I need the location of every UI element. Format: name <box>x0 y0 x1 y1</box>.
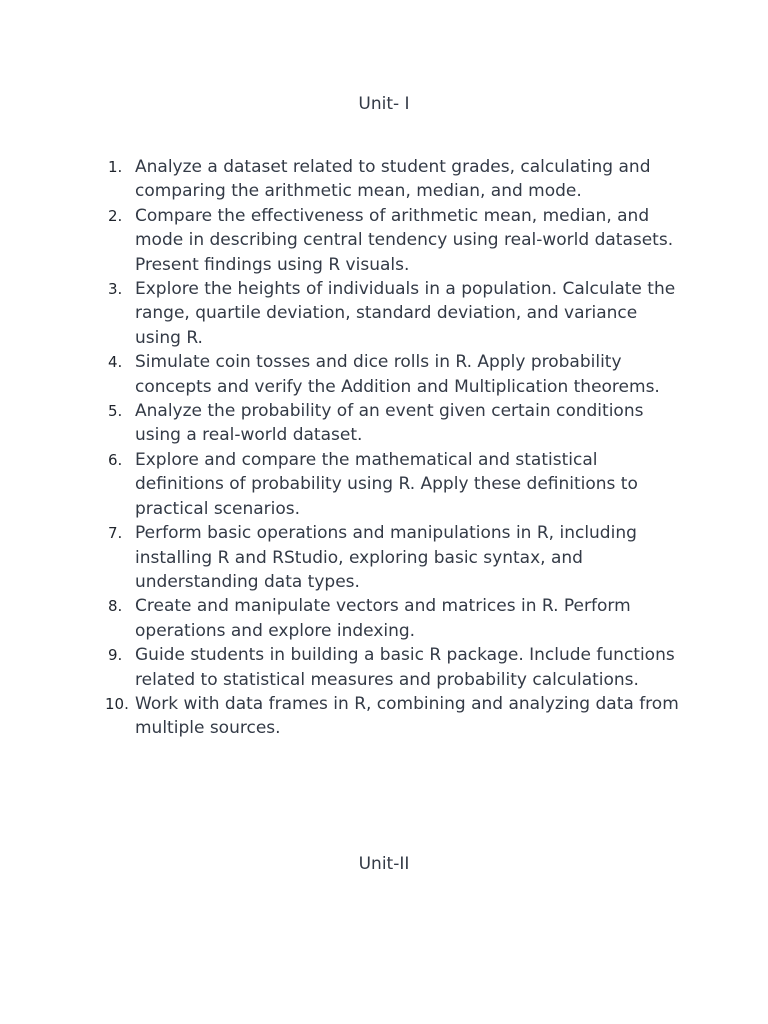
unit-2-heading: Unit-II <box>358 854 410 874</box>
list-item <box>108 594 688 643</box>
item-number: 7. <box>108 524 123 543</box>
item-text: Explore the heights of individuals in a population. Calculate the range, quartile deviation, standard deviation, and variance using R. <box>135 279 676 348</box>
list-item <box>105 692 688 741</box>
item-number: 9. <box>108 646 123 665</box>
item-text: Create and manipulate vectors and matrices in R. Perform operations and explore indexing. <box>135 596 631 641</box>
item-number: 1. <box>108 158 123 176</box>
item-number: 2. <box>108 206 123 225</box>
list-item <box>108 350 688 399</box>
list-item <box>108 155 688 204</box>
item-text: Simulate coin tosses and dice rolls in R. Apply probability concepts and verify the Addition and Multiplication theorems. <box>135 352 660 397</box>
list-item <box>108 204 688 277</box>
item-number: 6. <box>108 450 123 469</box>
exercise-list <box>105 155 688 741</box>
list-item <box>108 277 688 350</box>
item-number: 3. <box>108 280 123 299</box>
unit-1-heading: Unit- I <box>358 94 410 114</box>
item-text: Work with data frames in R, combining and analyzing data from multiple sources. <box>135 693 679 739</box>
item-text: Guide students in building a basic R package. Include functions related to statistical measures and probability calculations. <box>135 645 675 690</box>
item-text: Explore and compare the mathematical and statistical definitions of probability using R. Apply these definitions to practical scenarios. <box>135 449 638 519</box>
item-number: 4. <box>108 353 123 372</box>
item-number: 10. <box>105 694 129 713</box>
item-text: Compare the effectiveness of arithmetic mean, median, and mode in describing central tendency using real-world datasets. Present findings using R visuals. <box>135 205 674 275</box>
list-item <box>108 448 688 521</box>
item-text: Analyze the probability of an event given certain conditions using a real-world dataset. <box>135 401 644 446</box>
item-number: 5. <box>108 402 123 421</box>
item-text: Analyze a dataset related to student grades, calculating and comparing the arithmetic mean, median, and mode. <box>135 157 651 202</box>
list-item <box>108 643 688 692</box>
item-number: 8. <box>108 597 123 616</box>
list-item <box>108 399 688 448</box>
list-item <box>108 521 688 594</box>
item-text: Perform basic operations and manipulations in R, including installing R and RStudio, exploring basic syntax, and understanding data types. <box>135 523 637 592</box>
